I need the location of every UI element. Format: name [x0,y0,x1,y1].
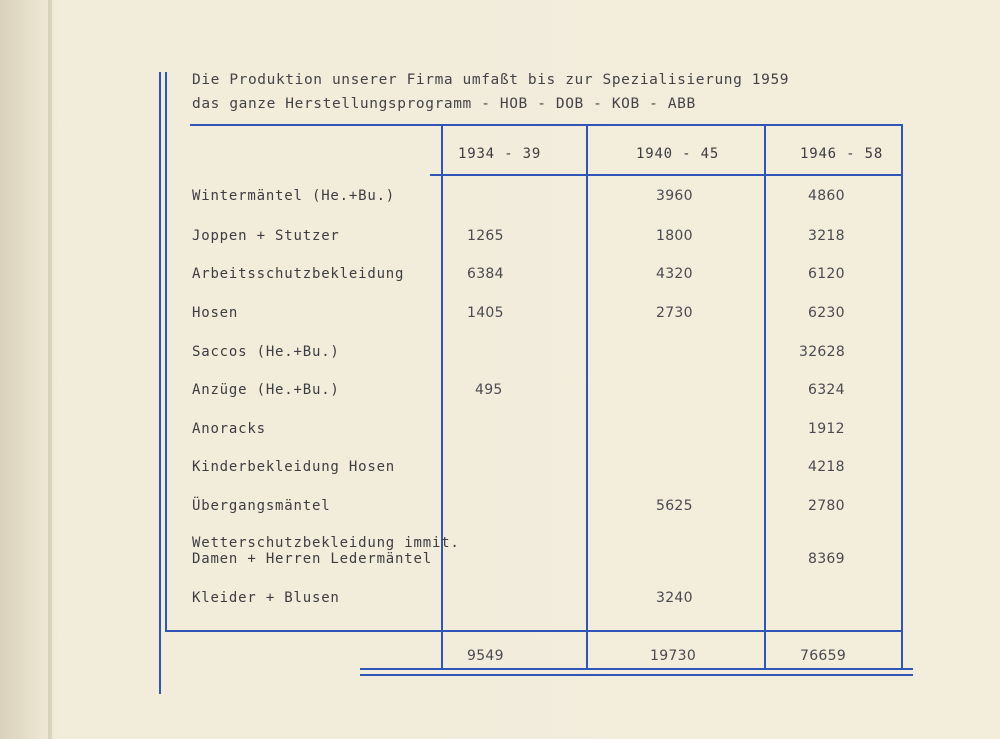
col-sep-2 [586,126,588,668]
cell-value: 2780 [808,498,845,514]
col-sep-3 [764,126,766,668]
row-label: Kinderbekleidung Hosen [192,459,396,475]
row-label: Saccos (He.+Bu.) [192,344,340,360]
cell-value: 6120 [808,266,845,282]
cell-value: 4320 [656,266,693,282]
header-rule [430,174,903,176]
row-label: Anzüge (He.+Bu.) [192,382,340,398]
heading-line-2: das ganze Herstellungsprogramm - HOB - DOB - KOB - ABB [192,96,696,112]
page-fold [48,0,52,739]
bottom-rule-1 [360,668,913,670]
left-border-outer [159,72,161,694]
col-sep-1 [441,126,443,668]
column-header-1934-39: 1934 - 39 [458,146,542,162]
cell-value: 1912 [808,421,845,437]
left-border-inner [165,72,167,632]
cell-value: 495 [475,382,503,398]
cell-value: 5625 [656,498,693,514]
cell-value: 8369 [808,551,845,567]
row-label: Joppen + Stutzer [192,228,340,244]
col-sep-right [901,124,903,670]
total-1934-39: 9549 [467,648,504,664]
cell-value: 4860 [808,188,845,204]
row-label: Wetterschutzbekleidung immit. [192,535,460,551]
top-rule [190,124,903,126]
row-label: Kleider + Blusen [192,590,340,606]
cell-value: 1265 [467,228,504,244]
cell-value: 6230 [808,305,845,321]
cell-value: 3960 [656,188,693,204]
total-1946-58: 76659 [800,648,847,664]
column-header-1940-45: 1940 - 45 [636,146,720,162]
cell-value: 3240 [656,590,693,606]
row-label: Arbeitsschutzbekleidung [192,266,405,282]
column-header-1946-58: 1946 - 58 [800,146,884,162]
cell-value: 6384 [467,266,504,282]
cell-value: 3218 [808,228,845,244]
cell-value: 1405 [467,305,504,321]
total-1940-45: 19730 [650,648,697,664]
cell-value: 32628 [799,344,846,360]
totals-rule [165,630,903,632]
row-label: Hosen [192,305,239,321]
cell-value: 1800 [656,228,693,244]
row-label: Übergangsmäntel [192,498,331,514]
bottom-rule-2 [360,674,913,676]
row-label: Wintermäntel (He.+Bu.) [192,188,396,204]
heading-line-1: Die Produktion unserer Firma umfaßt bis zur Spezialisierung 1959 [192,72,790,88]
row-label-continued: Damen + Herren Ledermäntel [192,551,432,567]
cell-value: 2730 [656,305,693,321]
cell-value: 6324 [808,382,845,398]
cell-value: 4218 [808,459,845,475]
row-label: Anoracks [192,421,266,437]
